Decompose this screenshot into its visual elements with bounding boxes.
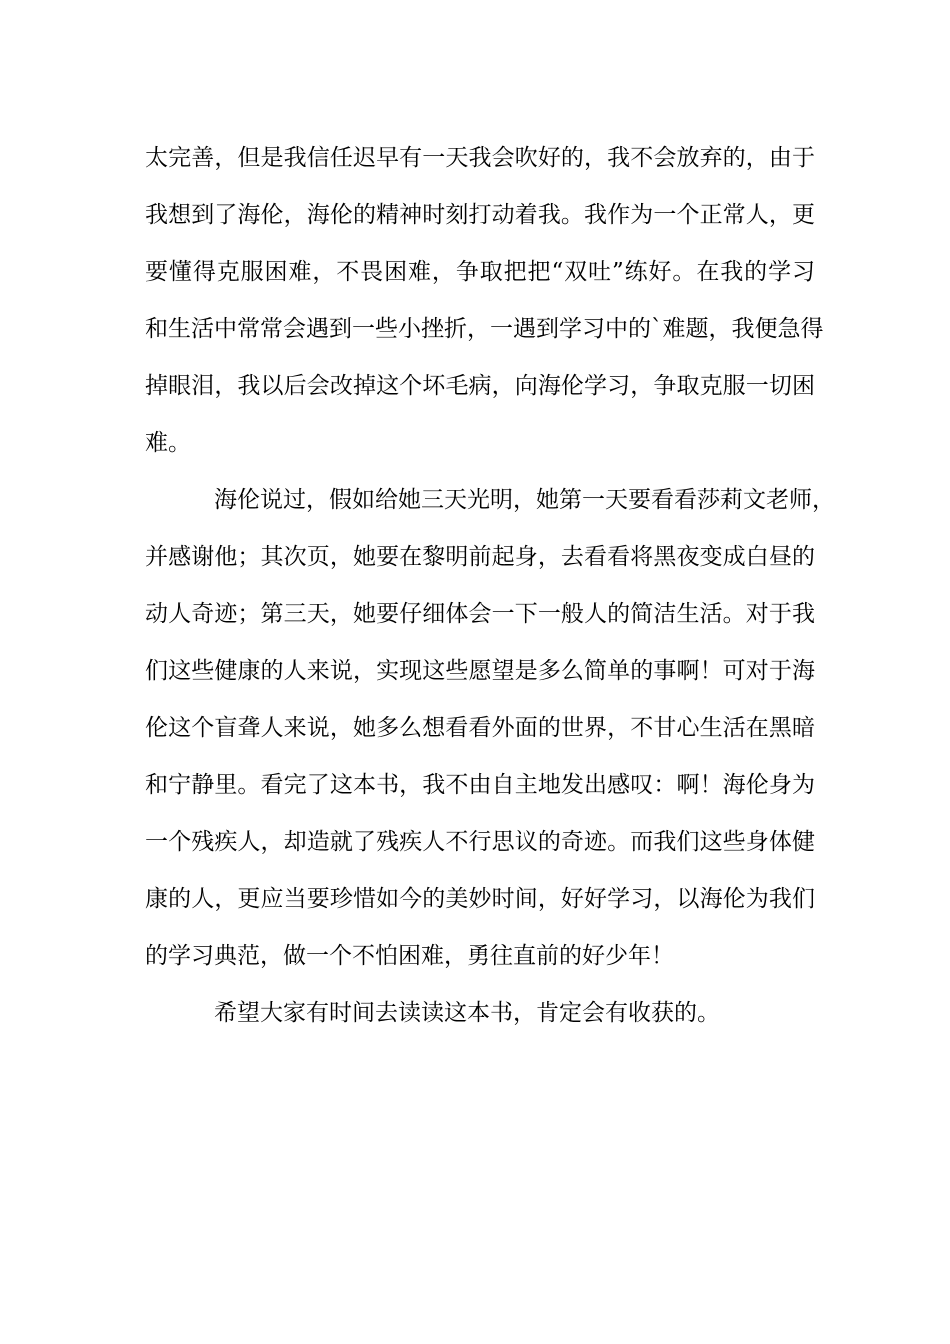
paragraph-line: 希望大家有时间去读读这本书，肯定会有收获的。 xyxy=(214,1000,720,1026)
paragraph-line: 掉眼泪，我以后会改掉这个坏毛病，向海伦学习，争取克服一切困 xyxy=(145,373,815,399)
paragraph-line: 的学习典范，做一个不怕困难，勇往直前的好少年！ xyxy=(145,943,674,969)
document-body xyxy=(145,130,835,1042)
paragraph-line: 要懂得克服困难，不畏困难，争取把把“双吐”练好。在我的学习 xyxy=(145,259,815,285)
paragraph-2 xyxy=(145,472,835,985)
paragraph-line: 康的人，更应当要珍惜如今的美妙时间，好好学习，以海伦为我们 xyxy=(145,886,815,912)
paragraph-line: 我想到了海伦，海伦的精神时刻打动着我。我作为一个正常人，更 xyxy=(145,202,815,228)
paragraph-line: 海伦说过，假如给她三天光明，她第一天要看看莎莉文老师， xyxy=(214,487,835,513)
paragraph-line: 太完善，但是我信任迟早有一天我会吹好的，我不会放弃的，由于 xyxy=(145,145,815,171)
paragraph-3 xyxy=(145,985,815,1042)
paragraph-line: 并感谢他；其次页，她要在黎明前起身，去看看将黑夜变成白昼的 xyxy=(145,544,815,570)
paragraph-line: 伦这个盲聋人来说，她多么想看看外面的世界，不甘心生活在黑暗 xyxy=(145,715,815,741)
paragraph-line: 一个残疾人，却造就了残疾人不行思议的奇迹。而我们这些身体健 xyxy=(145,829,815,855)
paragraph-line: 和宁静里。看完了这本书，我不由自主地发出感叹：啊！海伦身为 xyxy=(145,772,815,798)
paragraph-line: 难。 xyxy=(145,430,191,456)
paragraph-1 xyxy=(145,130,824,472)
paragraph-line: 们这些健康的人来说，实现这些愿望是多么简单的事啊！可对于海 xyxy=(145,658,815,684)
paragraph-line: 动人奇迹；第三天，她要仔细体会一下一般人的简洁生活。对于我 xyxy=(145,601,815,627)
paragraph-line: 和生活中常常会遇到一些小挫折，一遇到学习中的`难题，我便急得 xyxy=(145,316,824,342)
